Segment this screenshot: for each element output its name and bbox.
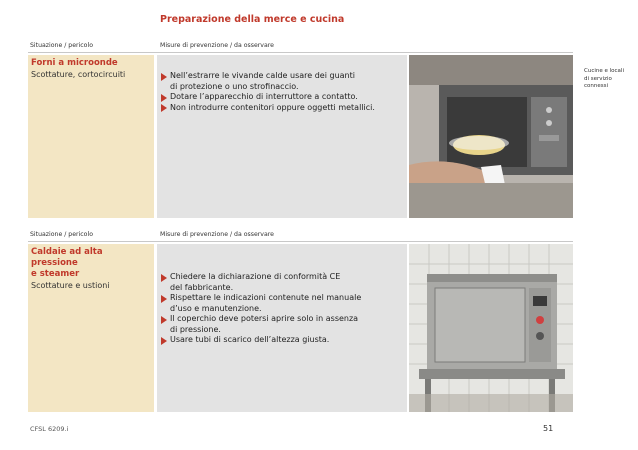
header-situation-1: Situazione / pericolo (30, 42, 93, 49)
list-item: Non introdurre contenitori oppure oggetti metallici. (161, 103, 411, 114)
situation-cell-1 (28, 55, 154, 218)
triangle-bullet-icon (161, 337, 167, 345)
list-item: Il coperchio deve potersi aprire solo in assenza di pressione. (161, 314, 411, 335)
divider (28, 52, 573, 53)
situation-cell-2 (28, 244, 154, 412)
list-item: Nell’estrarre le vivande calde usare dei guanti di protezione o uno strofinaccio. (161, 71, 411, 92)
triangle-bullet-icon (161, 274, 167, 282)
list-item: Dotare l’apparecchio di interruttore a contatto. (161, 92, 411, 103)
header-situation-2: Situazione / pericolo (30, 231, 93, 238)
microwave-photo (409, 55, 573, 218)
bullet-list-2 (161, 272, 411, 346)
situation-subtitle-1: Scottature, cortocircuiti (31, 70, 126, 79)
page-number: 51 (543, 424, 554, 433)
divider (28, 241, 573, 242)
triangle-bullet-icon (161, 73, 167, 81)
triangle-bullet-icon (161, 316, 167, 324)
footer-code: CFSL 6209.i (30, 425, 69, 433)
triangle-bullet-icon (161, 104, 167, 112)
side-note: Cucine e locali di servizio connessi (584, 68, 624, 89)
list-item: Chiedere la dichiarazione di conformità CE del fabbricante. (161, 272, 411, 293)
situation-title-2-line1: Caldaie ad alta pressione (31, 247, 103, 268)
triangle-bullet-icon (161, 295, 167, 303)
bullet-list-1 (161, 71, 411, 113)
triangle-bullet-icon (161, 94, 167, 102)
page-title: Preparazione della merce e cucina (160, 14, 345, 25)
situation-subtitle-2: Scottature e ustioni (31, 281, 110, 290)
situation-title-1: Forni a microonde (31, 58, 118, 68)
list-item: Rispettare le indicazioni contenute nel manuale d’uso e manutenzione. (161, 293, 411, 314)
steamer-photo (409, 244, 573, 412)
header-measures-1: Misure di prevenzione / da osservare (160, 42, 274, 49)
header-measures-2: Misure di prevenzione / da osservare (160, 231, 274, 238)
list-item: Usare tubi di scarico dell’altezza giusta. (161, 335, 411, 346)
situation-title-2-line2: e steamer (31, 269, 80, 279)
